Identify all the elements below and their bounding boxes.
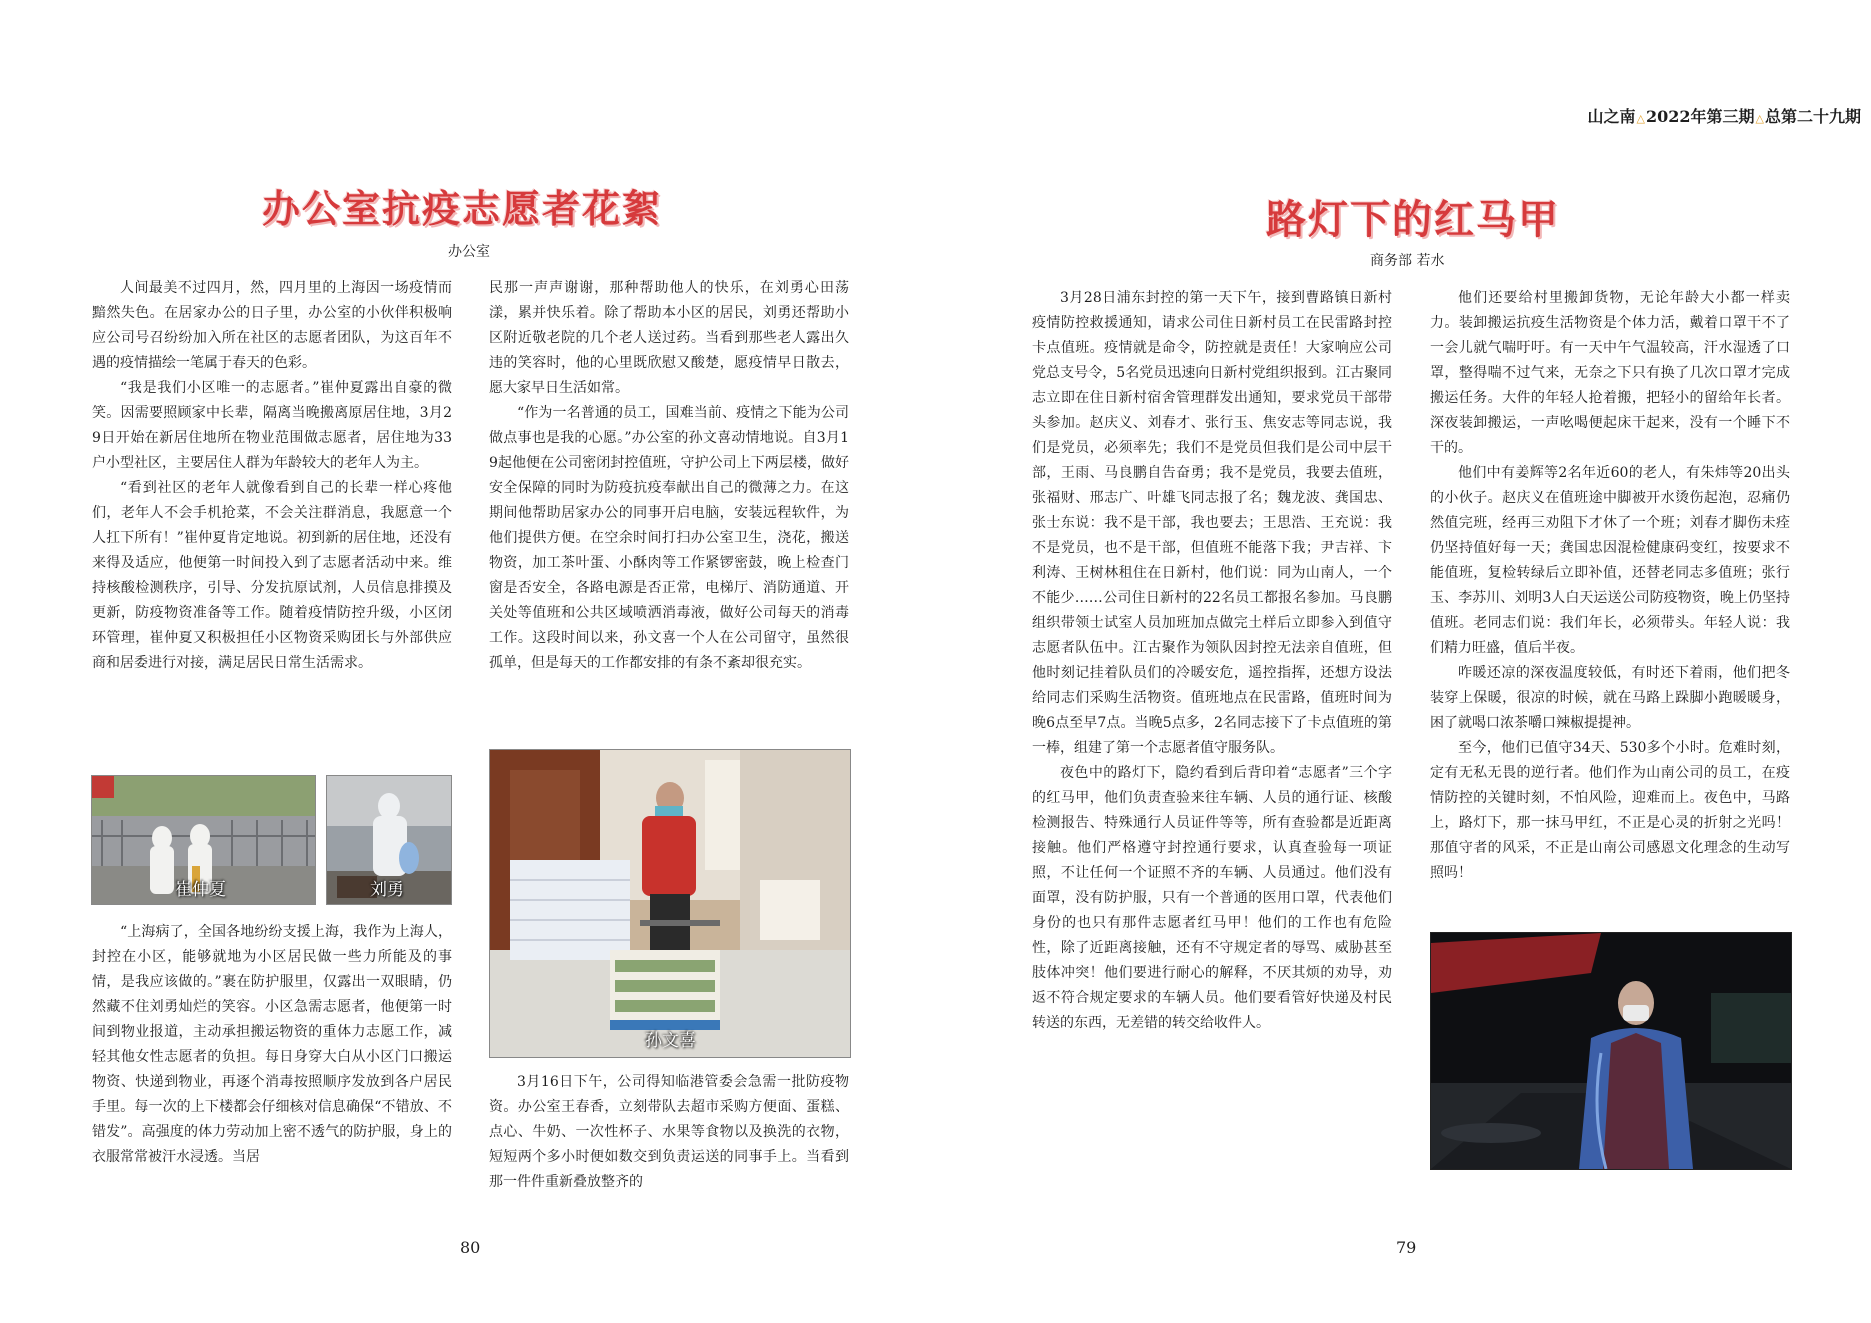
paragraph: 至今，他们已值守34天、530多个小时。危难时刻，定有无私无畏的逆行者。他们作为山南公司的员工，在疫情防控的关键时刻，不怕风险，迎难而上。夜色中，马路上，路灯下，那一抹马甲红，不正是心灵的折射之光吗！那值守者的风采，不正是山南公司感恩文化理念的生动写照吗！ xyxy=(1430,740,1790,881)
caption-cui: 崔仲夏 xyxy=(175,880,226,900)
right-article-byline: 商务部 若水 xyxy=(1370,253,1445,269)
caption-liu: 刘勇 xyxy=(370,880,404,900)
paragraph: 他们中有姜辉等2名年近60的老人，有朱炜等20出头的小伙子。赵庆义在值班途中脚被开水烫伤起泡，忍痛仍然值完班，经再三劝阻下才休了一个班；刘春才脚伤未痊仍坚持值好每一天；龚国忠因混检健康码变红，按要求不能值班，复检转绿后立即补值，还替老同志多值班；张行玉、李苏川、刘明3人白天运送公司防疫物资，晚上仍坚持值班。老同志们说：我们年长，必须带头。年轻人说：我们精力旺盛，值后半夜。 xyxy=(1430,465,1790,656)
left-col1-top xyxy=(92,276,452,676)
right-page xyxy=(936,0,1871,1323)
header-total-issue: 总第二十九期 xyxy=(1764,107,1861,126)
paragraph: 民那一声声谢谢，那种帮助他人的快乐，在刘勇心田荡漾，累并快乐着。除了帮助本小区的居民，刘勇还帮助小区附近敬老院的几个老人送过药。当看到那些老人露出久违的笑容时，他的心里既欣慰又酸楚，愿疫情早日散去，愿大家早日生活如常。 xyxy=(489,280,849,396)
paragraph: 他们还要给村里搬卸货物，无论年龄大小都一样卖力。装卸搬运抗疫生活物资是个体力活，戴着口罩干不了一会儿就气喘吁吁。有一天中午气温较高，汗水湿透了口罩，整得喘不过气来，无奈之下只有换了几次口罩才完成搬运任务。大件的年轻人抢着搬，把轻小的留给年长者。深夜装卸搬运，一声吆喝便起床干起来，没有一个睡下不干的。 xyxy=(1430,290,1790,456)
left-page-number: 80 xyxy=(460,1238,481,1257)
running-header xyxy=(1587,104,1861,127)
left-col2-top xyxy=(489,276,849,676)
left-col1-bottom xyxy=(92,920,452,1170)
left-col2-bottom xyxy=(489,1070,849,1195)
right-col1 xyxy=(1032,286,1392,1036)
photo-sun-wenxi xyxy=(489,749,851,1058)
left-article-byline: 办公室 xyxy=(448,244,490,260)
right-page-number: 79 xyxy=(1396,1238,1417,1257)
paragraph: 3月16日下午，公司得知临港管委会急需一批防疫物资。办公室王春香，立刻带队去超市采购方便面、蛋糕、点心、牛奶、一次性杯子、水果等食物以及换洗的衣物，短短两个多小时便如数交到负责运送的同事手上。当看到那一件件重新叠放整齐的 xyxy=(489,1074,849,1190)
photo-night-image xyxy=(1431,933,1791,1169)
header-issue: 2022年第三期 xyxy=(1645,107,1755,126)
photo-sun-image xyxy=(490,750,850,1057)
paragraph: 3月28日浦东封控的第一天下午，接到曹路镇日新村疫情防控救援通知，请求公司住日新村员工在民雷路封控卡点值班。疫情就是命令，防控就是责任！大家响应公司党总支号令，5名党员迅速向日新村党组织报到。江古聚同志立即在住日新村宿舍管理群发出通知，要求党员干部带头参加。赵庆义、刘春才、张行玉、焦安志等同志说，我们是党员，必须率先；我们不是党员但我们是公司中层干部，王雨、马良鹏自告奋勇；我不是党员，我要去值班，张福财、邢志广、叶雄飞同志报了名；魏龙波、龚国忠、张士东说：我不是干部，我也要去；王思浩、王充说：我不是党员，也不是干部，但值班不能落下我；尹吉祥、卞利涛、王树林租住在日新村，他们说：同为山南人，一个不能少……公司住日新村的22名员工都报名参加。马良鹏组织带领士试室人员加班加点做完土样后立即参入到值守志愿者队伍中。江古聚作为领队因封控无法亲自值班，但他时刻记挂着队员们的冷暖安危，遥控指挥，还想方设法给同志们采购生活物资。值班地点在民雷路，值班时间为晚6点至早7点。当晚5点多，2名同志接下了卡点值班的第一棒，组建了第一个志愿者值守服务队。 xyxy=(1032,290,1392,756)
paragraph: “作为一名普通的员工，国难当前、疫情之下能为公司做点事也是我的心愿。”办公室的孙文喜动情地说。自3月19起他便在公司密闭封控值班，守护公司上下两层楼，做好安全保障的同时为防疫抗疫奉献出自己的微薄之力。在这期间他帮助居家办公的同事开启电脑，安装远程软件，为他们提供方便。在空余时间打扫办公室卫生，浇花，搬送物资，加工茶叶蛋、小酥肉等工作紧锣密鼓，晚上检查门窗是否安全，各路电源是否正常，电梯厅、消防通道、开关处等值班和公共区域喷洒消毒液，做好公司每天的消毒工作。这段时间以来，孙文喜一个人在公司留守，虽然很孤单，但是每天的工作都安排的有条不紊却很充实。 xyxy=(489,405,849,671)
paragraph: “我是我们小区唯一的志愿者。”崔仲夏露出自豪的微笑。因需要照顾家中长辈，隔离当晚搬离原居住地，3月29日开始在新居住地所在物业范围做志愿者，居住地为33户小型社区，主要居住人群为年龄较大的老年人为主。 xyxy=(92,380,452,471)
paragraph: 人间最美不过四月，然，四月里的上海因一场疫情而黯然失色。在居家办公的日子里，办公室的小伙伴积极响应公司号召纷纷加入所在社区的志愿者团队，为这百年不遇的疫情描绘一笔属于春天的色彩。 xyxy=(92,280,452,371)
header-magazine: 山之南 xyxy=(1587,107,1636,126)
paragraph: “看到社区的老年人就像看到自己的长辈一样心疼他们，老年人不会手机抢菜，不会关注群消息，我愿意一个人扛下所有！”崔仲夏肯定地说。初到新的居住地，还没有来得及适应，他便第一时间投入到了志愿者活动中来。维持核酸检测秩序，引导、分发抗原试剂，人员信息排摸及更新，防疫物资准备等工作。随着疫情防控升级，小区闭环管理，崔仲夏又积极担任小区物资采购团长与外部供应商和居委进行对接，满足居民日常生活需求。 xyxy=(92,480,452,671)
triangle-icon: △ xyxy=(1636,112,1645,125)
left-article-title: 办公室抗疫志愿者花絮 xyxy=(262,187,663,231)
photo-night-volunteer xyxy=(1430,932,1792,1170)
caption-sun: 孙文喜 xyxy=(645,1031,696,1051)
paragraph: 咋暖还凉的深夜温度较低，有时还下着雨，他们把冬装穿上保暖，很凉的时候，就在马路上跺脚小跑暖暖身，困了就喝口浓茶嚼口辣椒提提神。 xyxy=(1430,665,1790,731)
triangle-icon: △ xyxy=(1755,112,1764,125)
paragraph: 夜色中的路灯下，隐约看到后背印着“志愿者”三个字的红马甲，他们负责查验来往车辆、人员的通行证、核酸检测报告、特殊通行人员证件等等，所有查验都是近距离接触。他们严格遵守封控通行要求，认真查验每一项证照，不让任何一个证照不齐的车辆、人员通过。他们没有面罩，没有防护服，只有一个普通的医用口罩，代表他们身份的也只有那件志愿者红马甲！他们的工作也有危险性，除了近距离接触，还有不守规定者的辱骂、威胁甚至肢体冲突！他们要进行耐心的解释，不厌其烦的劝导，劝返不符合规定要求的车辆人员。他们要看管好快递及村民转送的东西，无差错的转交给收件人。 xyxy=(1032,765,1392,1031)
left-page xyxy=(0,0,935,1323)
right-col2 xyxy=(1430,286,1790,886)
right-article-title: 路灯下的红马甲 xyxy=(1266,197,1560,243)
paragraph: “上海病了，全国各地纷纷支援上海，我作为上海人，封控在小区，能够就地为小区居民做一些力所能及的事情，是我应该做的。”裹在防护服里，仅露出一双眼睛，仍然藏不住刘勇灿烂的笑容。小区急需志愿者，他便第一时间到物业报道，主动承担搬运物资的重体力志愿工作，减轻其他女性志愿者的负担。每日身穿大白从小区门口搬运物资、快递到物业，再逐个消毒按照顺序发放到各户居民手里。每一次的上下楼都会仔细核对信息确保“不错放、不错发”。高强度的体力劳动加上密不透气的防护服，身上的衣服常常被汗水浸透。当居 xyxy=(92,924,452,1165)
